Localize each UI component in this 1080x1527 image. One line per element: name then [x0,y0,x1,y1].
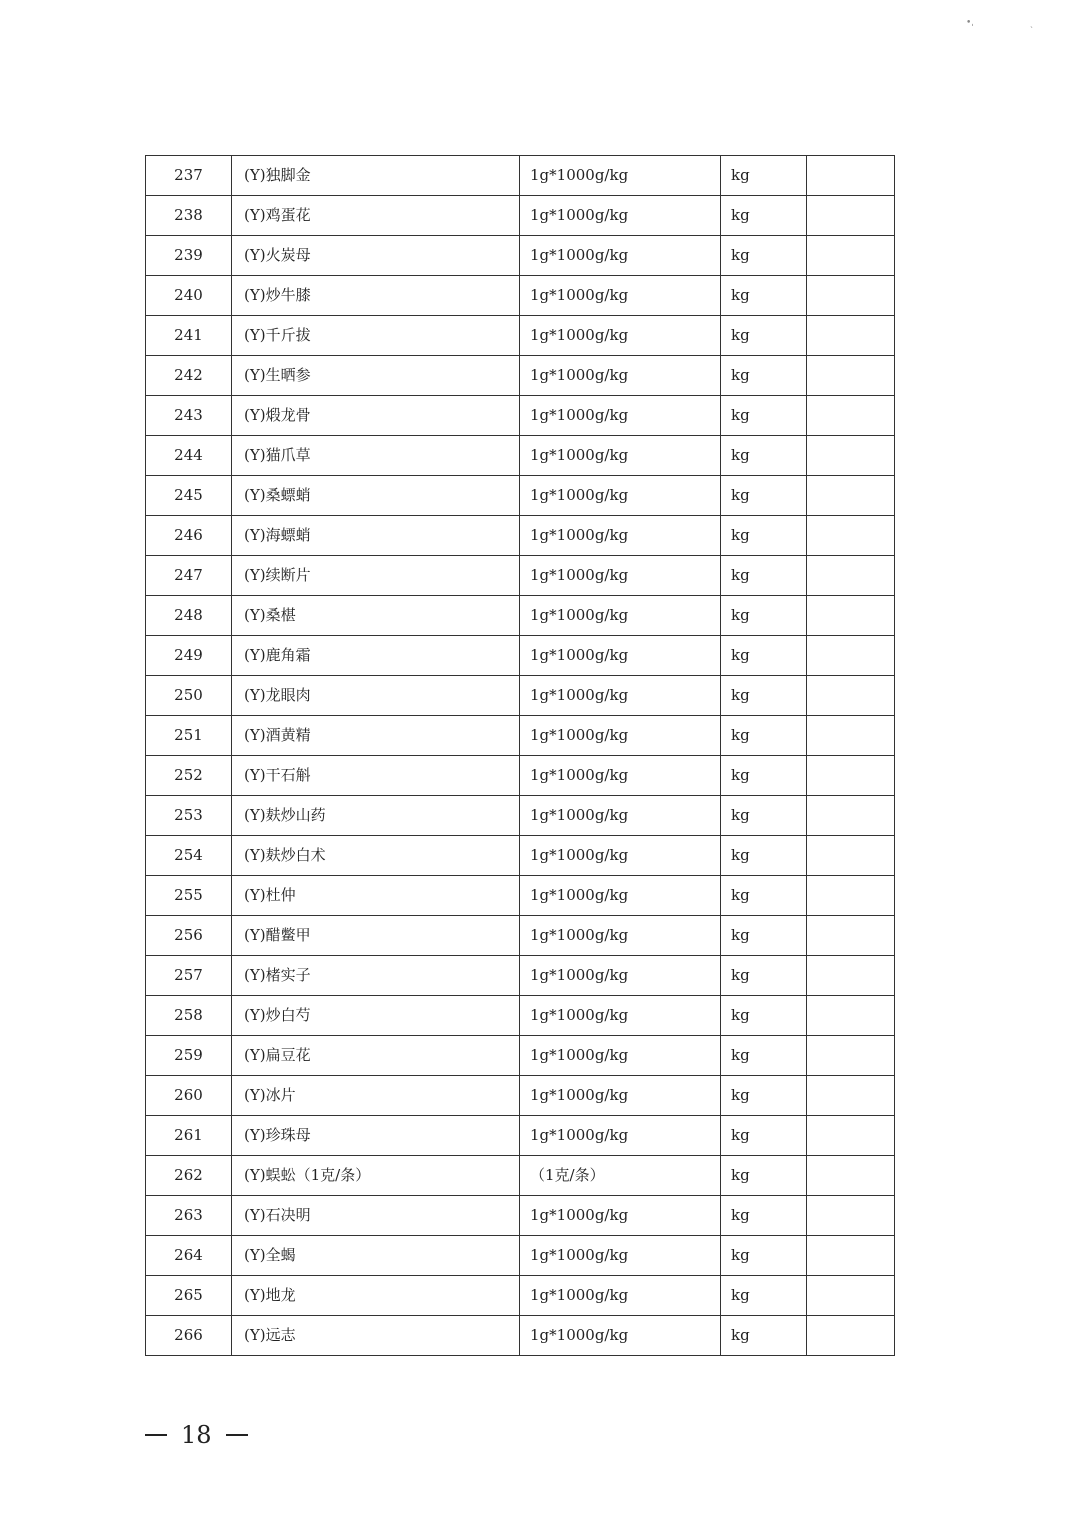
item-name-cell: (Y)鹿角霜 [232,636,520,675]
unit-cell: kg [721,1316,807,1355]
table-row [146,1316,894,1356]
remark-cell [807,196,894,235]
remark-cell [807,276,894,315]
item-name-cell: (Y)麸炒白术 [232,836,520,875]
unit-cell: kg [721,796,807,835]
table-row [146,916,894,956]
unit-cell: kg [721,916,807,955]
row-number-cell: 238 [146,196,232,235]
row-number-cell: 262 [146,1156,232,1195]
unit-cell: kg [721,596,807,635]
table-row [146,636,894,676]
table-row [146,1036,894,1076]
remark-cell [807,1236,894,1275]
row-number-cell: 265 [146,1276,232,1315]
row-number-cell: 258 [146,996,232,1035]
unit-cell: kg [721,316,807,355]
item-name-cell: (Y)扁豆花 [232,1036,520,1075]
spec-cell: 1g*1000g/kg [520,316,721,355]
table-row [146,676,894,716]
row-number-cell: 256 [146,916,232,955]
unit-cell: kg [721,1236,807,1275]
table-row [146,436,894,476]
remark-cell [807,756,894,795]
unit-cell: kg [721,1276,807,1315]
table-row [146,156,894,196]
unit-cell: kg [721,996,807,1035]
spec-cell: 1g*1000g/kg [520,436,721,475]
row-number-cell: 257 [146,956,232,995]
row-number-cell: 264 [146,1236,232,1275]
unit-cell: kg [721,636,807,675]
row-number-cell: 261 [146,1116,232,1155]
unit-cell: kg [721,956,807,995]
item-name-cell: (Y)麸炒山药 [232,796,520,835]
spec-cell: 1g*1000g/kg [520,636,721,675]
table-row [146,716,894,756]
row-number-cell: 259 [146,1036,232,1075]
table-row [146,996,894,1036]
row-number-cell: 266 [146,1316,232,1355]
table-row [146,356,894,396]
table-row [146,196,894,236]
row-number-cell: 254 [146,836,232,875]
remark-cell [807,1196,894,1235]
remark-cell [807,1156,894,1195]
item-name-cell: (Y)炒白芍 [232,996,520,1035]
page-number: 18 [181,1421,212,1449]
item-name-cell: (Y)续断片 [232,556,520,595]
table-row [146,476,894,516]
remark-cell [807,236,894,275]
medicine-table [145,155,895,1356]
remark-cell [807,1076,894,1115]
table-row [146,516,894,556]
spec-cell: 1g*1000g/kg [520,1276,721,1315]
unit-cell: kg [721,556,807,595]
spec-cell: 1g*1000g/kg [520,796,721,835]
unit-cell: kg [721,676,807,715]
spec-cell: 1g*1000g/kg [520,1116,721,1155]
item-name-cell: (Y)生晒参 [232,356,520,395]
spec-cell: 1g*1000g/kg [520,596,721,635]
row-number-cell: 240 [146,276,232,315]
table-row [146,1076,894,1116]
spec-cell: 1g*1000g/kg [520,556,721,595]
row-number-cell: 247 [146,556,232,595]
unit-cell: kg [721,436,807,475]
unit-cell: kg [721,876,807,915]
row-number-cell: 250 [146,676,232,715]
row-number-cell: 245 [146,476,232,515]
item-name-cell: (Y)龙眼肉 [232,676,520,715]
item-name-cell: (Y)海螵蛸 [232,516,520,555]
item-name-cell: (Y)干石斛 [232,756,520,795]
unit-cell: kg [721,1116,807,1155]
unit-cell: kg [721,1156,807,1195]
row-number-cell: 239 [146,236,232,275]
row-number-cell: 255 [146,876,232,915]
item-name-cell: (Y)猫爪草 [232,436,520,475]
page-dash-right [226,1434,248,1436]
remark-cell [807,1036,894,1075]
spec-cell: 1g*1000g/kg [520,676,721,715]
spec-cell: 1g*1000g/kg [520,916,721,955]
remark-cell [807,1316,894,1355]
table-row [146,1196,894,1236]
unit-cell: kg [721,156,807,195]
remark-cell [807,676,894,715]
unit-cell: kg [721,356,807,395]
unit-cell: kg [721,236,807,275]
spec-cell: 1g*1000g/kg [520,156,721,195]
table-row [146,796,894,836]
table-row [146,836,894,876]
table-row [146,316,894,356]
row-number-cell: 260 [146,1076,232,1115]
spec-cell: 1g*1000g/kg [520,756,721,795]
remark-cell [807,1276,894,1315]
table-row [146,396,894,436]
unit-cell: kg [721,476,807,515]
spec-cell: 1g*1000g/kg [520,956,721,995]
remark-cell [807,836,894,875]
item-name-cell: (Y)鸡蛋花 [232,196,520,235]
page-dash-left [145,1434,167,1436]
item-name-cell: (Y)桑螵蛸 [232,476,520,515]
spec-cell: 1g*1000g/kg [520,836,721,875]
unit-cell: kg [721,836,807,875]
remark-cell [807,1116,894,1155]
table-row [146,596,894,636]
item-name-cell: (Y)全蝎 [232,1236,520,1275]
row-number-cell: 249 [146,636,232,675]
remark-cell [807,956,894,995]
item-name-cell: (Y)千斤拔 [232,316,520,355]
table-row [146,1276,894,1316]
item-name-cell: (Y)地龙 [232,1276,520,1315]
spec-cell: 1g*1000g/kg [520,876,721,915]
spec-cell: 1g*1000g/kg [520,716,721,755]
row-number-cell: 246 [146,516,232,555]
remark-cell [807,356,894,395]
remark-cell [807,396,894,435]
spec-cell: （1克/条） [520,1156,721,1195]
remark-cell [807,316,894,355]
unit-cell: kg [721,516,807,555]
unit-cell: kg [721,1196,807,1235]
row-number-cell: 252 [146,756,232,795]
spec-cell: 1g*1000g/kg [520,356,721,395]
row-number-cell: 248 [146,596,232,635]
unit-cell: kg [721,716,807,755]
unit-cell: kg [721,1036,807,1075]
spec-cell: 1g*1000g/kg [520,1036,721,1075]
remark-cell [807,996,894,1035]
unit-cell: kg [721,756,807,795]
row-number-cell: 242 [146,356,232,395]
spec-cell: 1g*1000g/kg [520,1076,721,1115]
row-number-cell: 241 [146,316,232,355]
row-number-cell: 244 [146,436,232,475]
spec-cell: 1g*1000g/kg [520,1196,721,1235]
table-row [146,756,894,796]
item-name-cell: (Y)桑椹 [232,596,520,635]
table-row [146,876,894,916]
remark-cell [807,436,894,475]
item-name-cell: (Y)杜仲 [232,876,520,915]
item-name-cell: (Y)蜈蚣（1克/条） [232,1156,520,1195]
item-name-cell: (Y)楮实子 [232,956,520,995]
remark-cell [807,876,894,915]
table-row [146,1156,894,1196]
spec-cell: 1g*1000g/kg [520,1236,721,1275]
item-name-cell: (Y)远志 [232,1316,520,1355]
table-row [146,956,894,996]
spec-cell: 1g*1000g/kg [520,196,721,235]
table-row [146,1236,894,1276]
spec-cell: 1g*1000g/kg [520,236,721,275]
remark-cell [807,516,894,555]
item-name-cell: (Y)冰片 [232,1076,520,1115]
spec-cell: 1g*1000g/kg [520,396,721,435]
item-name-cell: (Y)醋鳖甲 [232,916,520,955]
unit-cell: kg [721,1076,807,1115]
remark-cell [807,796,894,835]
page-number-footer [145,1420,265,1450]
unit-cell: kg [721,276,807,315]
row-number-cell: 237 [146,156,232,195]
remark-cell [807,596,894,635]
remark-cell [807,556,894,595]
remark-cell [807,916,894,955]
unit-cell: kg [721,396,807,435]
item-name-cell: (Y)火炭母 [232,236,520,275]
table-row [146,556,894,596]
spec-cell: 1g*1000g/kg [520,476,721,515]
item-name-cell: (Y)石决明 [232,1196,520,1235]
spec-cell: 1g*1000g/kg [520,996,721,1035]
item-name-cell: (Y)炒牛膝 [232,276,520,315]
remark-cell [807,156,894,195]
item-name-cell: (Y)珍珠母 [232,1116,520,1155]
table-row [146,236,894,276]
spec-cell: 1g*1000g/kg [520,516,721,555]
remark-cell [807,716,894,755]
unit-cell: kg [721,196,807,235]
remark-cell [807,476,894,515]
item-name-cell: (Y)酒黄精 [232,716,520,755]
row-number-cell: 263 [146,1196,232,1235]
table-row [146,276,894,316]
spec-cell: 1g*1000g/kg [520,276,721,315]
remark-cell [807,636,894,675]
scan-marks: •ˌ ˏ [966,18,1033,29]
item-name-cell: (Y)煅龙骨 [232,396,520,435]
table-row [146,1116,894,1156]
row-number-cell: 243 [146,396,232,435]
row-number-cell: 253 [146,796,232,835]
row-number-cell: 251 [146,716,232,755]
spec-cell: 1g*1000g/kg [520,1316,721,1355]
item-name-cell: (Y)独脚金 [232,156,520,195]
